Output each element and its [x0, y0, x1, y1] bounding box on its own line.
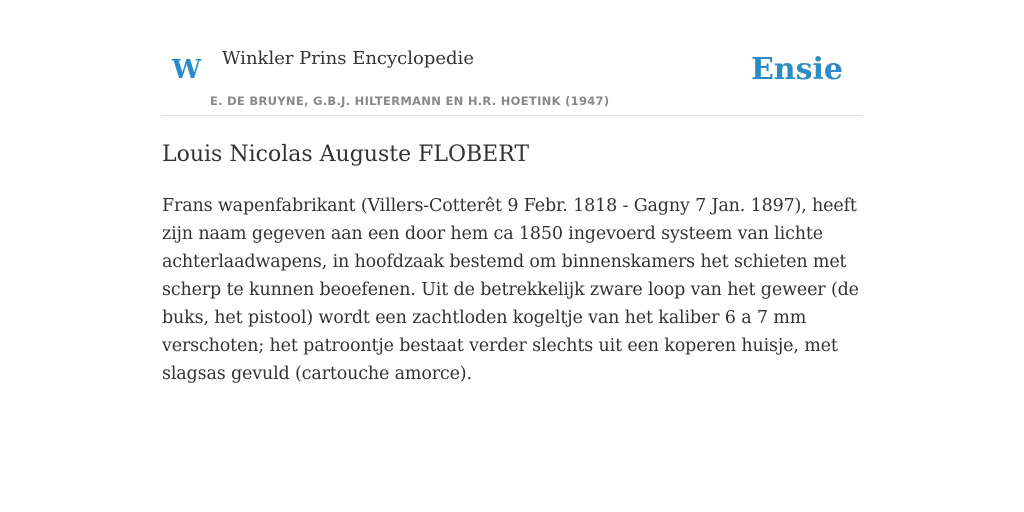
header-divider — [162, 115, 862, 116]
encyclopedia-logo[interactable]: W — [172, 55, 202, 85]
ensie-brand-link[interactable]: Ensie — [750, 52, 843, 87]
source-title[interactable]: Winkler Prins Encyclopedie — [222, 48, 474, 69]
source-authors: E. DE BRUYNE, G.B.J. HILTERMANN EN H.R. HOETINK (1947) — [210, 94, 610, 108]
article-body: Frans wapenfabrikant (Villers-Cotterêt 9 Febr. 1818 - Gagny 7 Jan. 1897), heeft zijn naam gegeven aan een door hem ca 1850 ingevoerd systeem van lichte achterlaadwapens, in hoofdzaak bestemd om binnenskamers het schieten met scherp te kunnen beoefenen. Uit de betrekkelijk zware loop van het geweer (de buks, het pistool) wordt een zachtloden kogeltje van het kaliber 6 a 7 mm verschoten; het patroontje bestaat verder slechts uit een koperen huisje, met slagsas gevuld (cartouche amorce). — [162, 196, 859, 384]
article-title: Louis Nicolas Auguste FLOBERT — [162, 142, 530, 167]
